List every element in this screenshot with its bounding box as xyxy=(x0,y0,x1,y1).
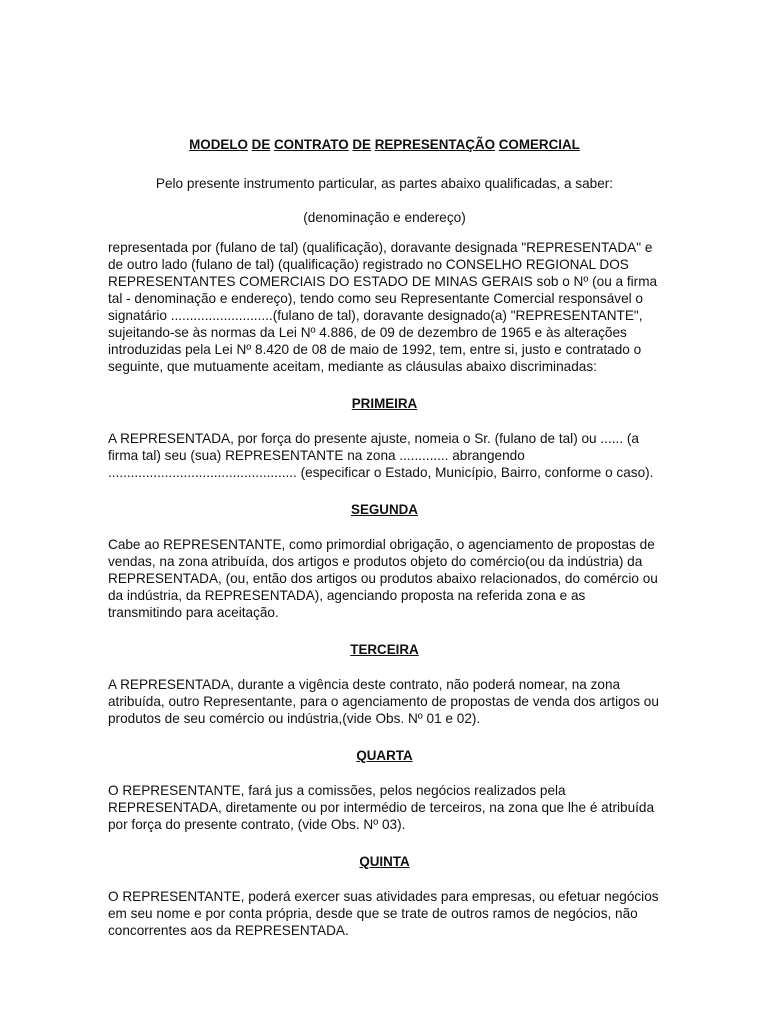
preamble-paragraph: representada por (fulano de tal) (qualificação), doravante designada "REPRESENTADA" e de outro lado (fulano de tal) (qualificação) registrado no CONSELHO REGIONAL DOS REPRESENTANTES COMERCIAIS DO ESTADO DE MINAS GERAIS sob o Nº (ou a firma tal - denominação e endereço), tendo como seu Representante Comercial responsável o signatário ...........................(fulano de tal), doravante designado(a) "REPRESENTANTE", sujeitando-se às normas da Lei Nº 4.886, de 09 de dezembro de 1965 e às alterações introduzidas pela Lei Nº 8.420 de 08 de maio de 1992, tem, entre si, justo e contratado o seguinte, que mutuamente aceitam, mediante as cláusulas abaixo discriminadas: xyxy=(108,240,658,374)
clause-segunda xyxy=(108,502,661,621)
title-word: DE xyxy=(352,137,371,152)
clause-text: O REPRESENTANTE, poderá exercer suas atividades para empresas, ou efetuar negócios em seu nome e por conta própria, desde que se trate de outros ramos de negócios, não concorrentes aos da REPRESENTADA. xyxy=(108,889,659,938)
clause-heading: QUARTA xyxy=(356,748,413,763)
document-title xyxy=(108,137,661,153)
intro-text: Pelo presente instrumento particular, as partes abaixo qualificadas, a saber: xyxy=(155,176,614,191)
clause-heading: PRIMEIRA xyxy=(351,396,418,411)
clause-primeira xyxy=(108,396,661,481)
title-word: CONTRATO xyxy=(274,137,349,152)
title-word: DE xyxy=(251,137,271,152)
clause-heading: SEGUNDA xyxy=(351,502,418,517)
title-word: COMERCIAL xyxy=(498,137,580,152)
clause-quinta xyxy=(108,854,661,939)
clause-text: O REPRESENTANTE, fará jus a comissões, pelos negócios realizados pela REPRESENTADA, diretamente ou por intermédio de terceiros, na zona que lhe é atribuída por força do presente contrato, (vide Obs. Nº 03). xyxy=(108,783,655,832)
clause-text: Cabe ao REPRESENTANTE, como primordial obrigação, o agenciamento de propostas de vendas, na zona atribuída, dos artigos e produtos objeto do comércio(ou da indústria) da REPRESENTADA, (ou, então dos artigos ou produtos abaixo relacionados, do comércio ou da indústria, da REPRESENTADA), agenciando proposta na referida zona e as transmitindo para aceitação. xyxy=(108,537,658,620)
clause-quarta xyxy=(108,748,661,833)
clause-heading: TERCEIRA xyxy=(350,642,419,657)
title-word: REPRESENTAÇÃO xyxy=(374,137,496,152)
clause-text: A REPRESENTADA, por força do presente ajuste, nomeia o Sr. (fulano de tal) ou ...... (a firma tal) seu (sua) REPRESENTANTE na zona ............. abrangendo .................................................. (especificar o Estado, Município, Bairro, conforme o caso). xyxy=(108,431,654,480)
clause-terceira xyxy=(108,642,661,727)
title-word: MODELO xyxy=(189,137,248,152)
clause-text: A REPRESENTADA, durante a vigência deste contrato, não poderá nomear, na zona atribuída, outro Representante, para o agenciamento de propostas de venda dos artigos ou produtos de seu comércio ou indústria,(vide Obs. Nº 01 e 02). xyxy=(108,677,659,726)
parties-placeholder: (denominação e endereço) xyxy=(303,210,466,225)
clause-heading: QUINTA xyxy=(359,854,410,869)
